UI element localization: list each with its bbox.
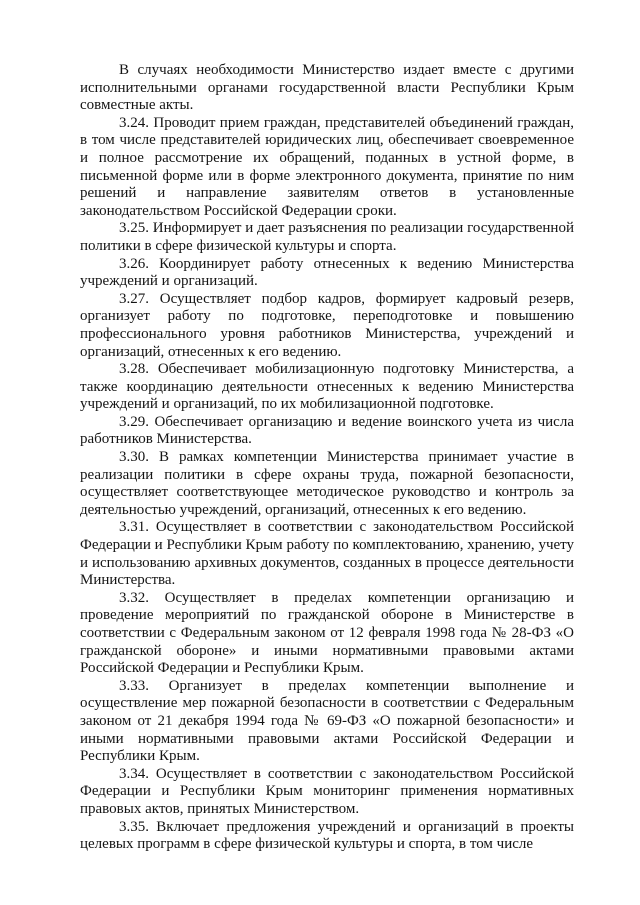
paragraph-3-25: 3.25. Информирует и дает разъяснения по реализации государственной политики в сфере физической культуры и спорта. [80, 220, 574, 254]
paragraph-3-35: 3.35. Включает предложения учреждений и организаций в проекты целевых программ в сфере физической культуры и спорта, в том числе [80, 818, 574, 853]
paragraph-3-26: 3.26. Координирует работу отнесенных к ведению Министерства учреждений и организаций. [80, 255, 574, 290]
paragraph-3-28: 3.28. Обеспечивает мобилизационную подготовку Министерства, а также координацию деятельности отнесенных к ведению Министерства учреждений и организаций, по их мобилизационной подготовке. [80, 361, 574, 413]
paragraph-3-27: 3.27. Осуществляет подбор кадров, формирует кадровый резерв, организует работу по подготовке, переподготовке и повышению профессионального уровня работников Министерства, учреждений и организаций, отнесенных к его ведению. [80, 290, 574, 360]
paragraph-3-29: 3.29. Обеспечивает организацию и ведение воинского учета из числа работников Министерства. [80, 413, 574, 448]
paragraph-3-34: 3.34. Осуществляет в соответствии с законодательством Российской Федерации и Республики Крым мониторинг применения нормативных правовых актов, принятых Министерством. [80, 765, 574, 817]
paragraph-3-33: 3.33. Организует в пределах компетенции выполнение и осуществление мер пожарной безопасности в соответствии с Федеральным законом от 21 декабря 1994 года № 69-ФЗ «О пожарной безопасности» и иными нормативными правовыми актами Российской Федерации и Республики Крым. [80, 677, 574, 765]
paragraph-3-24: 3.24. Проводит прием граждан, представителей объединений граждан, в том числе представителей юридических лиц, обеспечивает своевременное и полное рассмотрение их обращений, поданных в устной форме, в письменной форме или в форме электронного документа, принятие по ним решений и направление заявителям ответов в установленные законодательством Российской Федерации сроки. [80, 114, 574, 219]
paragraph-3-30: 3.30. В рамках компетенции Министерства принимает участие в реализации политики в сфере охраны труда, пожарной безопасности, осуществляет соответствующее методическое руководство и контроль за деятельностью учреждений, организаций, отнесенных к его ведению. [80, 449, 574, 518]
document-page [80, 62, 574, 854]
paragraph-3-32: 3.32. Осуществляет в пределах компетенции организацию и проведение мероприятий по гражданской обороне в Министерстве в соответствии с Федеральным законом от 12 февраля 1998 года № 28-ФЗ «О гражданской обороне» и иными нормативными правовыми актами Российской Федерации и Республики Крым. [80, 589, 574, 677]
paragraph-3-31: 3.31. Осуществляет в соответствии с законодательством Российской Федерации и Республики Крым работу по комплектованию, хранению, учету и использованию архивных документов, созданных в процессе деятельности Министерства. [80, 519, 574, 589]
paragraph-joint-acts: В случаях необходимости Министерство издает вместе с другими исполнительными органами государственной власти Республики Крым совместные акты. [80, 62, 574, 114]
